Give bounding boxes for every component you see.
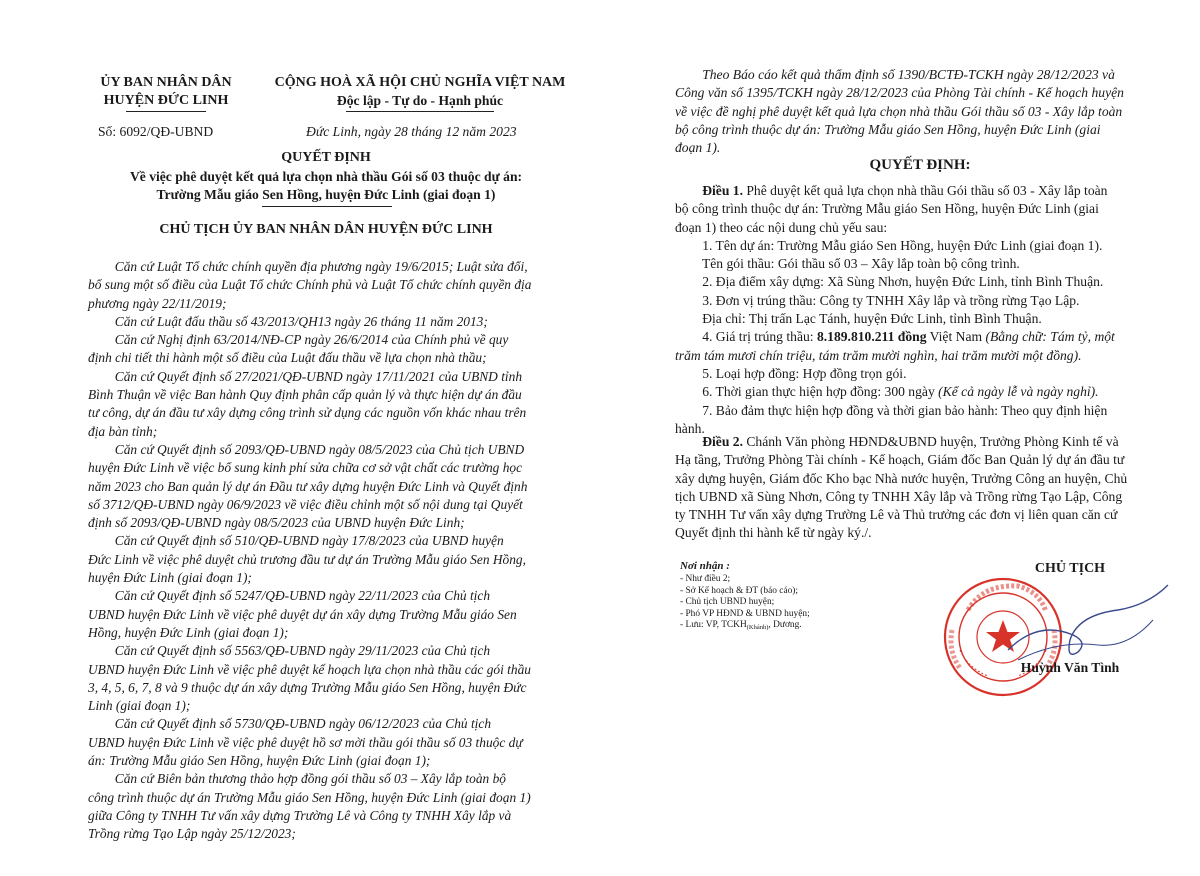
text-line: tư công, dự án đầu tư xây dựng công trình sử dụng các nguồn vốn khác nhau trên bbox=[88, 405, 527, 421]
text-line: về việc đề nghị phê duyệt kết quả lựa chọn nhà thầu Gói thầu số 03 - Xây lắp toàn bbox=[675, 103, 1123, 119]
text-line: Đức Linh về việc phê duyệt chủ trương đầu tư dự án Trường Mẫu giáo Sen Hồng, bbox=[88, 551, 526, 567]
text-line: huyện Đức Linh (giai đoạn 1); bbox=[88, 570, 252, 586]
text-line: Địa chỉ: Thị trấn Lạc Tánh, huyện Đức Linh, tỉnh Bình Thuận. bbox=[675, 311, 1042, 327]
text-line: Công văn số 1395/TCKH ngày 28/12/2023 của Phòng Tài chính - Kế hoạch huyện bbox=[675, 85, 1124, 101]
national-title: CỘNG HOÀ XÃ HỘI CHỦ NGHĨA VIỆT NAM bbox=[274, 75, 566, 90]
agency-underline bbox=[126, 111, 206, 112]
text-line: Trồng rừng Tạo Lập ngày 25/12/2023; bbox=[88, 826, 296, 842]
right-page bbox=[600, 0, 1200, 876]
text-line: Quyết định thi hành kể từ ngày ký./. bbox=[675, 525, 872, 541]
recipient-archive: - Lưu: VP, $TCKH_{(Khánh)}$, Dương. bbox=[680, 620, 802, 632]
article-2-content bbox=[675, 451, 1127, 542]
document-number: Số: 6092/QĐ-UBND bbox=[98, 124, 214, 139]
price-in-words: trăm tám mươi chín triệu, tám trăm mười nghìn, hai trăm mười một đồng). bbox=[675, 347, 1082, 363]
text-line: 3, 4, 5, 6, 7, 8 và 9 thuộc dự án xây dựng Trường Mẫu giáo Sen Hồng, huyện Đức bbox=[88, 679, 527, 695]
subject-underline bbox=[262, 206, 392, 207]
article-2-first-line: Điều 2. Chánh Văn phòng HĐND&UBND huyện, Trưởng Phòng Kinh tế và bbox=[702, 434, 1119, 449]
subject-line2: Trường Mẫu giáo Sen Hồng, huyện Đức Linh (giai đoạn 1) bbox=[156, 187, 496, 202]
text-line: Bình Thuận về việc Ban hành Quy định phân cấp quản lý và thực hiện dự án đầu bbox=[88, 387, 522, 403]
text-line: Tên gói thầu: Gói thầu số 03 – Xây lắp toàn bộ công trình. bbox=[675, 256, 1020, 272]
text-line: bộ công trình thuộc dự án: Trường Mẫu giáo Sen Hồng, huyện Đức Linh (giai bbox=[675, 201, 1099, 217]
text-line: bổ sung một số điều của Luật Tổ chức Chính phủ và Luật Tổ chức chính quyền địa bbox=[88, 277, 532, 293]
text-line: Linh (giai đoạn 1); bbox=[88, 698, 191, 714]
preamble-body bbox=[88, 258, 531, 844]
text-line: Căn cứ Quyết định số 5563/QĐ-UBND ngày 29/11/2023 của Chủ tịch bbox=[88, 643, 491, 659]
document-date: Đức Linh, ngày 28 tháng 12 năm 2023 bbox=[306, 124, 517, 139]
basis-paragraph bbox=[675, 66, 1124, 157]
national-motto: Độc lập - Tự do - Hạnh phúc bbox=[336, 93, 504, 108]
text-line: phương ngày 22/11/2019; bbox=[88, 295, 227, 311]
signer-title: CHỦ TỊCH bbox=[1034, 561, 1106, 576]
article-1-label: Điều 1. bbox=[702, 183, 743, 198]
text-line: Căn cứ Quyết định số 5730/QĐ-UBND ngày 06/12/2023 của Chủ tịch bbox=[88, 716, 492, 732]
text-line: Căn cứ Luật Tổ chức chính quyền địa phương ngày 19/6/2015; Luật sửa đổi, bbox=[88, 259, 528, 274]
text-line: Căn cứ Quyết định số 27/2021/QĐ-UBND ngày 17/11/2021 của UBND tỉnh bbox=[88, 368, 523, 384]
text-line: bộ công trình thuộc dự án: Trường Mẫu giáo Sen Hồng, huyện Đức Linh (giai bbox=[675, 121, 1101, 137]
text-line: ty TNHH Tư vấn xây dựng Trường Lê và Thủ trưởng các đơn vị liên quan căn cứ bbox=[675, 507, 1118, 523]
text-line: định chi tiết thi hành một số điều của Luật đấu thầu về lựa chọn nhà thầu; bbox=[88, 350, 487, 366]
text-line: xây dựng huyện, Giám đốc Kho bạc Nhà nước huyện, Trưởng Công an huyện, Chủ bbox=[675, 470, 1128, 486]
text-line: - Phó VP HĐND & UBND huyện; bbox=[680, 608, 810, 619]
motto-underline bbox=[346, 111, 494, 112]
text-line: tịch UBND xã Sùng Nhơn, Công ty TNHH Xây lắp và Trồng rừng Tạo Lập, Công bbox=[675, 488, 1123, 504]
text-line: giữa Công ty TNHH Tư vấn xây dựng Trường Lê và Công ty TNHH Xây lắp và bbox=[88, 807, 512, 823]
text-line: Căn cứ Quyết định số 5247/QĐ-UBND ngày 22/11/2023 của Chủ tịch bbox=[88, 588, 491, 604]
text-line: - Sở Kế hoạch & ĐT (báo cáo); bbox=[680, 585, 799, 596]
text-line: đoạn 1). bbox=[675, 140, 721, 156]
article-2-label: Điều 2. bbox=[702, 434, 743, 449]
signer-name: Huỳnh Văn Tình bbox=[1020, 660, 1120, 675]
recipients-list bbox=[680, 574, 810, 620]
text-line: Hạ tầng, Trưởng Phòng Tài chính - Kế hoạch, Giám đốc Ban Quản lý dự án đầu tư bbox=[675, 452, 1125, 468]
document-type: QUYẾT ĐỊNH bbox=[281, 150, 371, 165]
agency-name-line1: ỦY BAN NHÂN DÂN bbox=[100, 75, 232, 90]
article-2 bbox=[675, 433, 1119, 451]
text-line: Căn cứ Quyết định số 510/QĐ-UBND ngày 17/8/2023 của UBND huyện bbox=[88, 533, 504, 549]
guarantee-line1: 7. Bảo đảm thực hiện hợp đồng và thời gian bảo hành: Theo quy định hiện bbox=[675, 402, 1108, 418]
article-1-first-line: Điều 1. Phê duyệt kết quả lựa chọn nhà thầu Gói thầu số 03 - Xây lắp toàn bbox=[702, 183, 1108, 198]
article-1-content bbox=[675, 200, 1103, 328]
text-line: năm 2023 cho Ban quản lý dự án Đầu tư xây dựng huyện Đức Linh và Quyết định bbox=[88, 478, 528, 494]
issuing-authority: CHỦ TỊCH ỦY BAN NHÂN DÂN HUYỆN ĐỨC LINH bbox=[159, 222, 493, 237]
text-line: UBND huyện Đức Linh về việc phê duyệt hồ sơ mời thầu gói thầu số 03 thuộc dự bbox=[88, 734, 523, 750]
text-line: Căn cứ Quyết định số 2093/QĐ-UBND ngày 08/5/2023 của Chủ tịch UBND bbox=[88, 441, 525, 457]
text-line: 3. Đơn vị trúng thầu: Công ty TNHH Xây lắp và trồng rừng Tạo Lập. bbox=[675, 292, 1080, 308]
contract-duration: 6. Thời gian thực hiện hợp đồng: 300 ngày (Kể cả ngày lễ và ngày nghỉ). bbox=[675, 384, 1099, 400]
text-line: công trình thuộc dự án Trường Mẫu giáo Sen Hồng, huyện Đức Linh (giai đoạn 1) bbox=[88, 789, 531, 805]
text-line: Căn cứ Biên bản thương thảo hợp đồng gói thầu số 03 – Xây lắp toàn bộ bbox=[88, 771, 506, 787]
text-line: huyện Đức Linh về việc bổ sung kinh phí sửa chữa cơ sở vật chất các trường học bbox=[88, 460, 523, 476]
price-value: 8.189.810.211 đồng bbox=[816, 329, 927, 345]
text-line: địa bàn tỉnh; bbox=[88, 423, 158, 439]
text-line: Căn cứ Nghị định 63/2014/NĐ-CP ngày 26/6/2014 của Chính phủ về quy bbox=[88, 332, 509, 348]
article-1-price bbox=[675, 328, 1115, 438]
subject-line1: Về việc phê duyệt kết quả lựa chọn nhà thầu Gói số 03 thuộc dự án: bbox=[129, 169, 523, 184]
text-line: định số 2093/QĐ-UBND ngày 08/5/2023 của UBND huyện Đức Linh; bbox=[88, 515, 465, 531]
article-1 bbox=[675, 182, 1107, 200]
text-line: - Chủ tịch UBND huyện; bbox=[680, 597, 775, 608]
text-line: UBND huyện Đức Linh về việc phê duyệt dự án xây dựng Trường Mẫu giáo Sen bbox=[88, 606, 517, 622]
price-line: 4. Giá trị trúng thầu: 8.189.810.211 đồng Việt Nam (Bằng chữ: Tám tỷ, một bbox=[675, 329, 1115, 345]
agency-name-line2: HUYỆN ĐỨC LINH bbox=[103, 93, 229, 108]
text-line: Căn cứ Luật đấu thầu số 43/2013/QH13 ngày 26 tháng 11 năm 2013; bbox=[88, 313, 488, 329]
text-line: - Như điều 2; bbox=[680, 574, 731, 584]
text-line: Hồng, huyện Đức Linh (giai đoạn 1); bbox=[88, 624, 289, 640]
text-line: đoạn 1) theo các nội dung chủ yếu sau: bbox=[675, 219, 888, 235]
recipients-title: Nơi nhận : bbox=[680, 560, 730, 572]
guarantee-line2: hành. bbox=[675, 420, 705, 436]
text-line: 2. Địa điểm xây dựng: Xã Sùng Nhơn, huyện Đức Linh, tỉnh Bình Thuận. bbox=[675, 274, 1104, 290]
contract-type: 5. Loại hợp đồng: Hợp đồng trọn gói. bbox=[675, 365, 907, 381]
text-line: Theo Báo cáo kết quả thẩm định số 1390/BCTĐ-TCKH ngày 28/12/2023 và bbox=[675, 67, 1115, 82]
text-line: số 3712/QĐ-UBND ngày 06/9/2023 về việc điều chỉnh một số nội dung tại Quyết bbox=[88, 496, 523, 512]
text-line: UBND huyện Đức Linh về việc phê duyệt kế hoạch lựa chọn nhà thầu các gói thầu bbox=[88, 661, 531, 677]
text-line: 1. Tên dự án: Trường Mẫu giáo Sen Hồng, huyện Đức Linh (giai đoạn 1). bbox=[675, 237, 1103, 253]
decision-heading: QUYẾT ĐỊNH: bbox=[869, 157, 971, 173]
text-line: án: Trường Mẫu giáo Sen Hồng, huyện Đức Linh (giai đoạn 1); bbox=[88, 753, 431, 769]
